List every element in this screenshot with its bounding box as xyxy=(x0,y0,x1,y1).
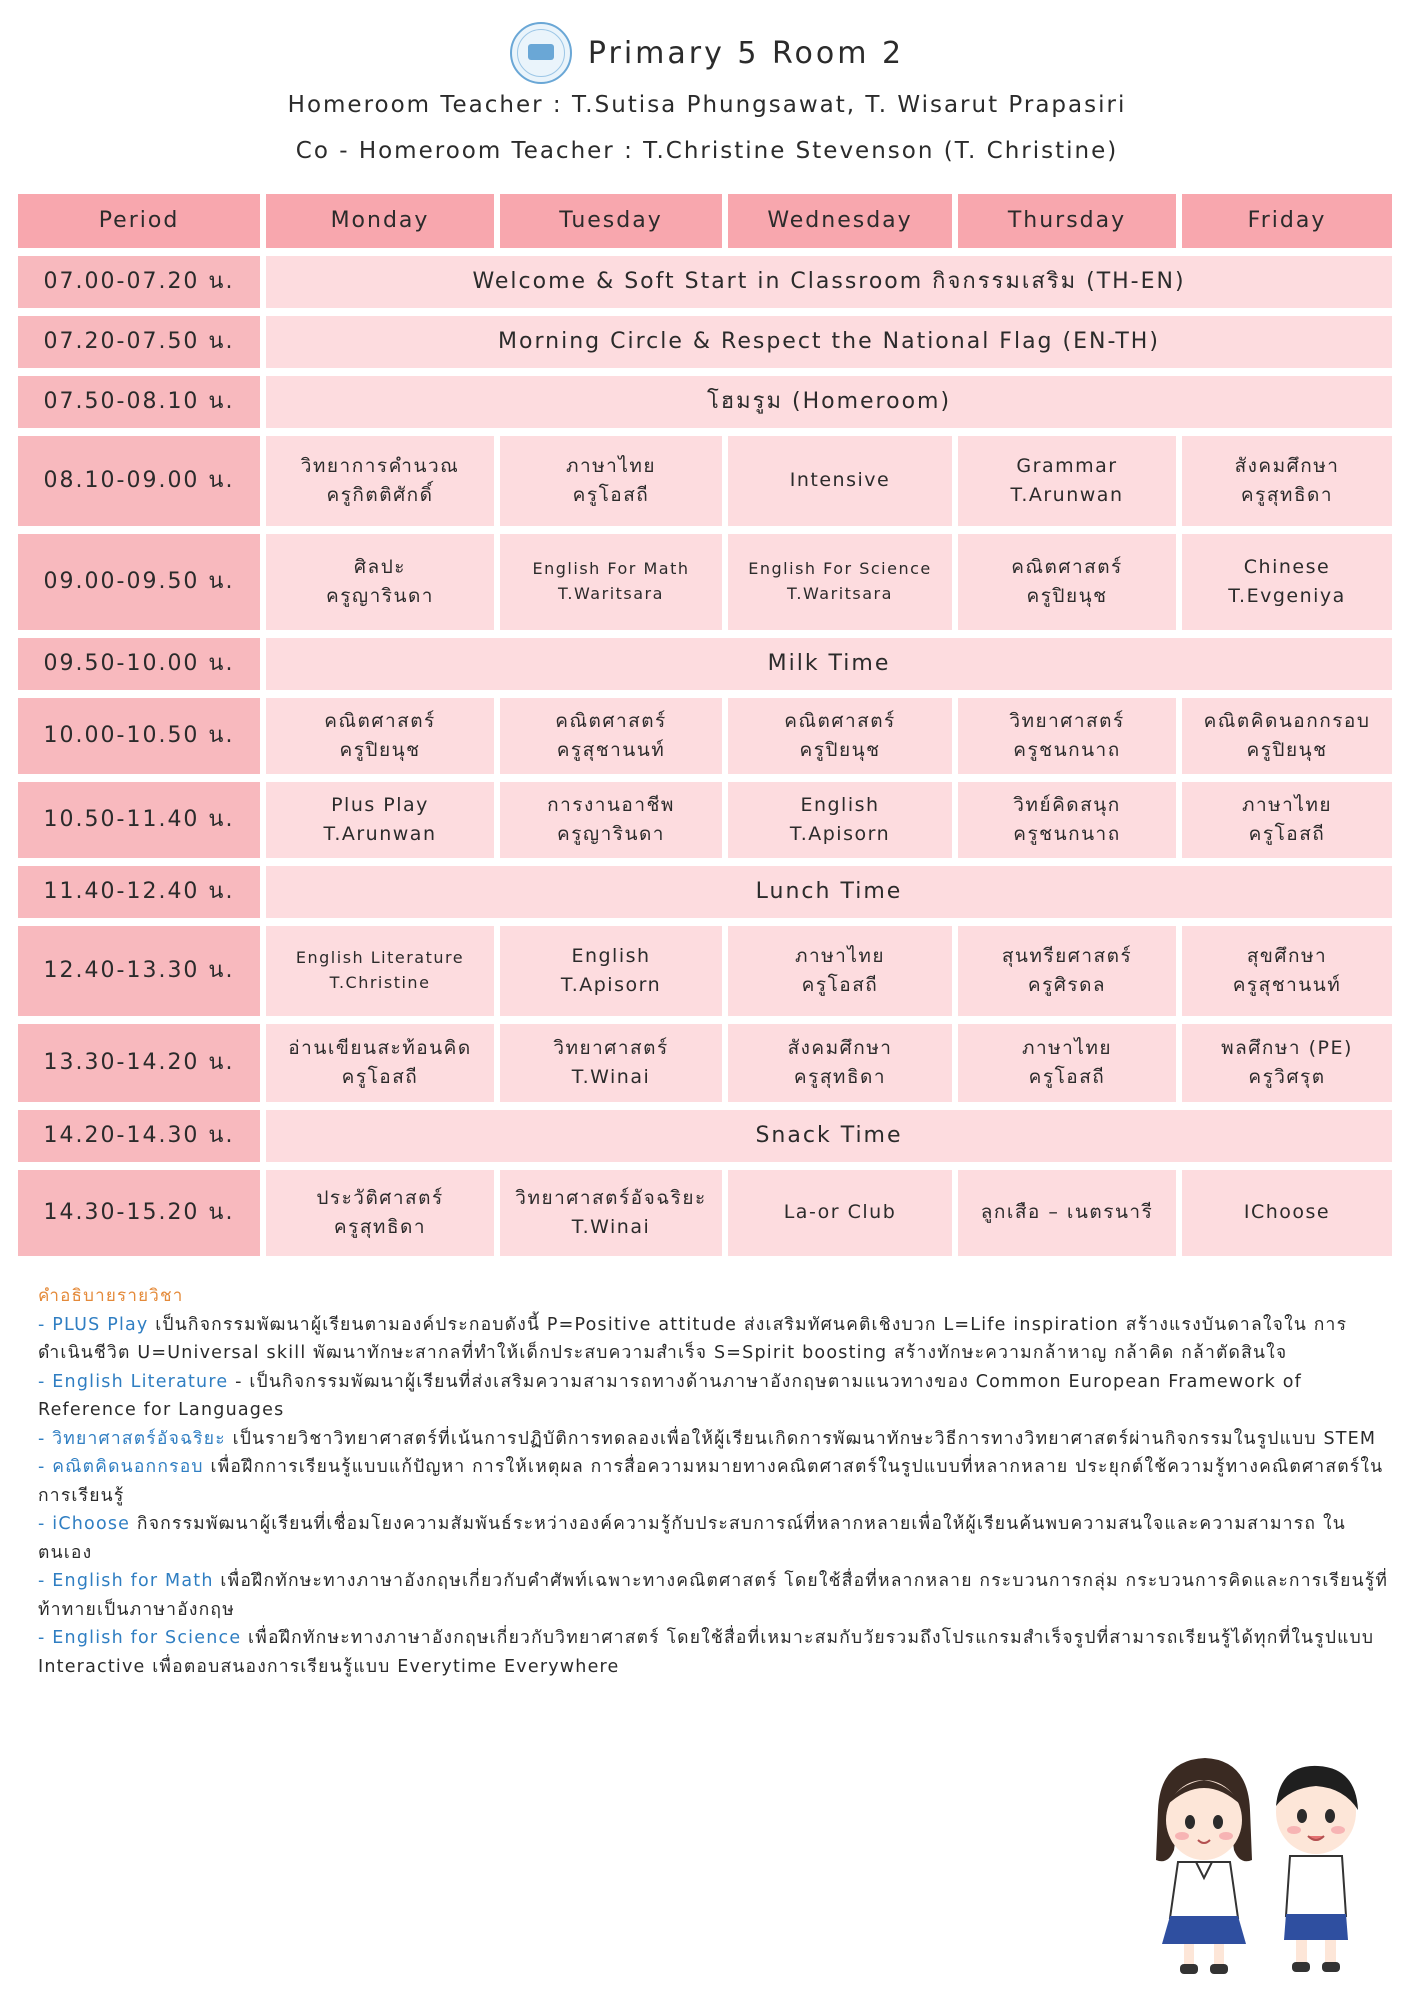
class-cell xyxy=(958,782,1176,858)
teacher-name: ครูปิยนุช xyxy=(799,739,881,761)
subject-name: พลศึกษา (PE) xyxy=(1221,1036,1353,1059)
teacher-name: T.Christine xyxy=(329,973,431,992)
teacher-name: ครูสุทธิดา xyxy=(1240,484,1334,506)
teacher-name: ครูโอสถี xyxy=(1248,823,1326,845)
teacher-name: ครูสุชานนท์ xyxy=(1232,974,1342,996)
teacher-name: T.Evgeniya xyxy=(1228,585,1346,607)
class-cell xyxy=(500,436,722,526)
teacher-name: ครูสุชานนท์ xyxy=(556,739,666,761)
boy-student-figure xyxy=(1276,1766,1358,1972)
subject-name: La-or Club xyxy=(783,1201,897,1224)
class-cell xyxy=(1182,1170,1392,1256)
period-time: 14.20-14.30 น. xyxy=(18,1110,260,1162)
span-activity: Morning Circle & Respect the National Flag (EN-TH) xyxy=(266,316,1392,368)
legend-term: - คณิตคิดนอกกรอบ xyxy=(38,1457,204,1477)
period-time: 10.00-10.50 น. xyxy=(18,698,260,774)
class-cell xyxy=(500,782,722,858)
subject-descriptions xyxy=(38,1282,1398,1681)
class-cell xyxy=(1182,436,1392,526)
class-cell xyxy=(958,1170,1176,1256)
class-cell xyxy=(728,782,952,858)
homeroom-teacher: Homeroom Teacher : T.Sutisa Phungsawat, T. Wisarut Prapasiri xyxy=(287,92,1127,118)
legend-title: คำอธิบายรายวิชา xyxy=(38,1286,184,1306)
class-cell xyxy=(266,534,494,630)
teacher-name: ครูโอสถี xyxy=(801,974,879,996)
period-time: 07.20-07.50 น. xyxy=(18,316,260,368)
legend-term: - PLUS Play xyxy=(38,1314,149,1335)
subject-name: วิทยาการคำนวณ xyxy=(300,454,460,477)
subject-name: ภาษาไทย xyxy=(1021,1036,1113,1059)
teacher-name: T.Waritsara xyxy=(787,584,893,603)
class-cell xyxy=(728,926,952,1016)
class-cell xyxy=(958,436,1176,526)
subject-name: สังคมศึกษา xyxy=(787,1036,893,1059)
period-time: 13.30-14.20 น. xyxy=(18,1024,260,1102)
class-cell xyxy=(266,698,494,774)
subject-name: Intensive xyxy=(789,469,891,492)
subject-name: สุขศึกษา xyxy=(1246,944,1328,967)
teacher-name: T.Winai xyxy=(571,1216,651,1238)
legend-term: - English for Science xyxy=(38,1628,242,1648)
class-cell xyxy=(958,926,1176,1016)
subject-name: ประวัติศาสตร์ xyxy=(316,1186,444,1209)
teacher-name: ครูญารินดา xyxy=(557,823,665,845)
class-cell xyxy=(266,1170,494,1256)
teacher-name: ครูวิศรุต xyxy=(1248,1066,1326,1088)
legend-term: - English Literature xyxy=(38,1371,229,1392)
class-cell xyxy=(266,436,494,526)
span-activity: Lunch Time xyxy=(266,866,1392,918)
period-time: 08.10-09.00 น. xyxy=(18,436,260,526)
subject-name: English Literature xyxy=(295,948,465,968)
subject-name: IChoose xyxy=(1243,1201,1331,1224)
students-illustration xyxy=(1130,1740,1380,1980)
column-header: Thursday xyxy=(958,194,1176,248)
girl-student-figure xyxy=(1156,1758,1252,1974)
co-homeroom-teacher: Co - Homeroom Teacher : T.Christine Stevenson (T. Christine) xyxy=(295,138,1119,164)
period-time: 11.40-12.40 น. xyxy=(18,866,260,918)
class-cell xyxy=(728,1024,952,1102)
legend-term: - วิทยาศาสตร์อัจฉริยะ xyxy=(38,1428,226,1449)
subject-name: อ่านเขียนสะท้อนคิด xyxy=(288,1036,472,1059)
page-header xyxy=(0,18,1414,164)
class-cell xyxy=(500,926,722,1016)
subject-name: วิทยาศาสตร์อัจฉริยะ xyxy=(515,1186,707,1209)
legend-item xyxy=(38,1311,1398,1368)
teacher-name: T.Waritsara xyxy=(558,584,664,603)
teacher-name: T.Apisorn xyxy=(560,974,662,996)
teacher-name: T.Winai xyxy=(571,1066,651,1088)
class-cell xyxy=(958,1024,1176,1102)
subject-name: คณิตศาสตร์ xyxy=(1011,555,1123,578)
legend-description: เพื่อฝึกการเรียนรู้แบบแก้ปัญหา การให้เหตุผล การสื่อความหมายทางคณิตศาสตร์ในรูปแบบที่หลากหลาย ประยุกต์ใช้ความรู้ทางคณิตศาสตร์ในการเรียนรู้ xyxy=(38,1457,1384,1506)
teacher-name: ครูโอสถี xyxy=(341,1066,419,1088)
page-title: Primary 5 Room 2 xyxy=(587,35,905,71)
subject-name: ลูกเสือ – เนตรนารี xyxy=(980,1201,1154,1224)
period-time: 09.50-10.00 น. xyxy=(18,638,260,690)
teacher-name: ครูปิยนุช xyxy=(1026,585,1108,607)
class-cell xyxy=(500,534,722,630)
class-cell xyxy=(728,436,952,526)
legend-item xyxy=(38,1567,1398,1624)
column-header: Friday xyxy=(1182,194,1392,248)
subject-name: สังคมศึกษา xyxy=(1234,454,1340,477)
subject-name: ศิลปะ xyxy=(354,555,406,578)
class-cell xyxy=(266,1024,494,1102)
subject-name: English xyxy=(571,944,651,967)
class-cell xyxy=(1182,1024,1392,1102)
column-header: Tuesday xyxy=(500,194,722,248)
period-time: 10.50-11.40 น. xyxy=(18,782,260,858)
class-cell xyxy=(1182,926,1392,1016)
legend-description: เพื่อฝึกทักษะทางภาษาอังกฤษเกี่ยวกับคำศัพท์เฉพาะทางคณิตศาสตร์ โดยใช้สื่อที่หลากหลาย กระบวนการกลุ่ม กระบวนการคิดและการเรียนรู้ที่ ท้าทายเป็นภาษาอังกฤษ xyxy=(38,1571,1389,1620)
subject-name: ภาษาไทย xyxy=(565,454,657,477)
period-time: 09.00-09.50 น. xyxy=(18,534,260,630)
span-activity: Snack Time xyxy=(266,1110,1392,1162)
class-cell xyxy=(500,1170,722,1256)
class-cell xyxy=(266,782,494,858)
subject-name: English For Math xyxy=(532,559,690,579)
legend-term: - English for Math xyxy=(38,1571,214,1591)
column-header: Monday xyxy=(266,194,494,248)
class-cell xyxy=(728,1170,952,1256)
span-activity: Milk Time xyxy=(266,638,1392,690)
legend-description: - เป็นกิจกรรมพัฒนาผู้เรียนที่ส่งเสริมความสามารถทางด้านภาษาอังกฤษตามแนวทางของ Common European Framework of Reference for Languages xyxy=(38,1371,1302,1420)
column-header: Wednesday xyxy=(728,194,952,248)
teacher-name: ครูกิตติศักดิ์ xyxy=(326,484,434,506)
teacher-name: ครูโอสถี xyxy=(572,484,650,506)
period-time: 12.40-13.30 น. xyxy=(18,926,260,1016)
class-cell xyxy=(958,534,1176,630)
period-time: 14.30-15.20 น. xyxy=(18,1170,260,1256)
legend-item xyxy=(38,1453,1398,1510)
span-activity: โฮมรูม (Homeroom) xyxy=(266,376,1392,428)
teacher-name: ครูญารินดา xyxy=(326,585,434,607)
legend-item xyxy=(38,1368,1398,1425)
title-row xyxy=(0,18,1414,88)
subject-name: ภาษาไทย xyxy=(1241,793,1333,816)
timetable xyxy=(18,194,1386,1246)
teacher-name: ครูชนกนาถ xyxy=(1013,739,1121,761)
school-logo xyxy=(510,22,572,84)
span-activity: Welcome & Soft Start in Classroom กิจกรรมเสริม (TH-EN) xyxy=(266,256,1392,308)
subject-name: Plus Play xyxy=(331,793,429,816)
subject-name: คณิตศาสตร์ xyxy=(784,709,896,732)
subject-name: วิทย์คิดสนุก xyxy=(1013,793,1121,816)
teacher-name: ครูปิยนุช xyxy=(339,739,421,761)
teacher-name: ครูสุทธิดา xyxy=(333,1216,427,1238)
subject-name: English For Science xyxy=(748,559,932,579)
teacher-name: ครูศิรดล xyxy=(1027,974,1107,996)
subject-name: ภาษาไทย xyxy=(794,944,886,967)
column-header: Period xyxy=(18,194,260,248)
legend-description: เป็นรายวิชาวิทยาศาสตร์ที่เน้นการปฏิบัติการทดลองเพื่อให้ผู้เรียนเกิดการพัฒนาทักษะวิธีการทางวิทยาศาสตร์ผ่านกิจกรรมในรูปแบบ STEM xyxy=(225,1428,1377,1449)
legend-item xyxy=(38,1425,1398,1454)
legend-description: เพื่อฝึกทักษะทางภาษาอังกฤษเกี่ยวกับวิทยาศาสตร์ โดยใช้สื่อที่เหมาะสมกับวัยรวมถึงโปรแกรมสำเร็จรูปที่สามารถเรียนรู้ได้ทุกที่ในรูปแบบ Interactive เพื่อตอบสนองการเรียนรู้แบบ Everytime Everywhere xyxy=(38,1628,1375,1677)
period-time: 07.00-07.20 น. xyxy=(18,256,260,308)
teacher-name: T.Arunwan xyxy=(323,823,437,845)
legend-description: กิจกรรมพัฒนาผู้เรียนที่เชื่อมโยงความสัมพันธ์ระหว่างองค์ความรู้กับประสบการณ์ที่หลากหลายเพื่อให้ผู้เรียนค้นพบความสนใจและความสามารถ ในตนเอง xyxy=(38,1514,1346,1563)
teacher-name: ครูชนกนาถ xyxy=(1013,823,1121,845)
class-cell xyxy=(1182,698,1392,774)
subject-name: วิทยาศาสตร์ xyxy=(1009,709,1125,732)
legend-item xyxy=(38,1624,1398,1681)
subject-name: Chinese xyxy=(1243,555,1331,578)
teacher-name: ครูปิยนุช xyxy=(1246,739,1328,761)
legend-term: - iChoose xyxy=(38,1514,131,1534)
legend-description: เป็นกิจกรรมพัฒนาผู้เรียนตามองค์ประกอบดังนี้ P=Positive attitude ส่งเสริมทัศนคติเชิงบวก L=Life inspiration สร้างแรงบันดาลใจใน การดำเนินชีวิต U=Universal skill พัฒนาทักษะสากลที่ทำให้เด็กประสบความสำเร็จ S=Spirit boosting สร้างทักษะความกล้าหาญ กล้าคิด กล้าตัดสินใจ xyxy=(38,1314,1348,1363)
class-cell xyxy=(728,534,952,630)
class-cell xyxy=(1182,782,1392,858)
subject-name: การงานอาชีพ xyxy=(547,793,675,816)
subject-name: English xyxy=(800,793,880,816)
subject-name: สุนทรียศาสตร์ xyxy=(1001,944,1133,967)
class-cell xyxy=(1182,534,1392,630)
legend-item xyxy=(38,1510,1398,1567)
class-cell xyxy=(958,698,1176,774)
class-cell xyxy=(500,1024,722,1102)
subject-name: คณิตศาสตร์ xyxy=(555,709,667,732)
subject-name: คณิตศาสตร์ xyxy=(324,709,436,732)
subject-name: คณิตคิดนอกกรอบ xyxy=(1203,709,1371,732)
teacher-name: T.Arunwan xyxy=(1010,484,1124,506)
class-cell xyxy=(728,698,952,774)
teacher-name: ครูโอสถี xyxy=(1028,1066,1106,1088)
subject-name: Grammar xyxy=(1016,454,1118,477)
teacher-name: T.Apisorn xyxy=(789,823,891,845)
legend-items xyxy=(38,1311,1398,1682)
teacher-name: ครูสุทธิดา xyxy=(793,1066,887,1088)
class-cell xyxy=(266,926,494,1016)
period-time: 07.50-08.10 น. xyxy=(18,376,260,428)
subject-name: วิทยาศาสตร์ xyxy=(553,1036,669,1059)
class-cell xyxy=(500,698,722,774)
